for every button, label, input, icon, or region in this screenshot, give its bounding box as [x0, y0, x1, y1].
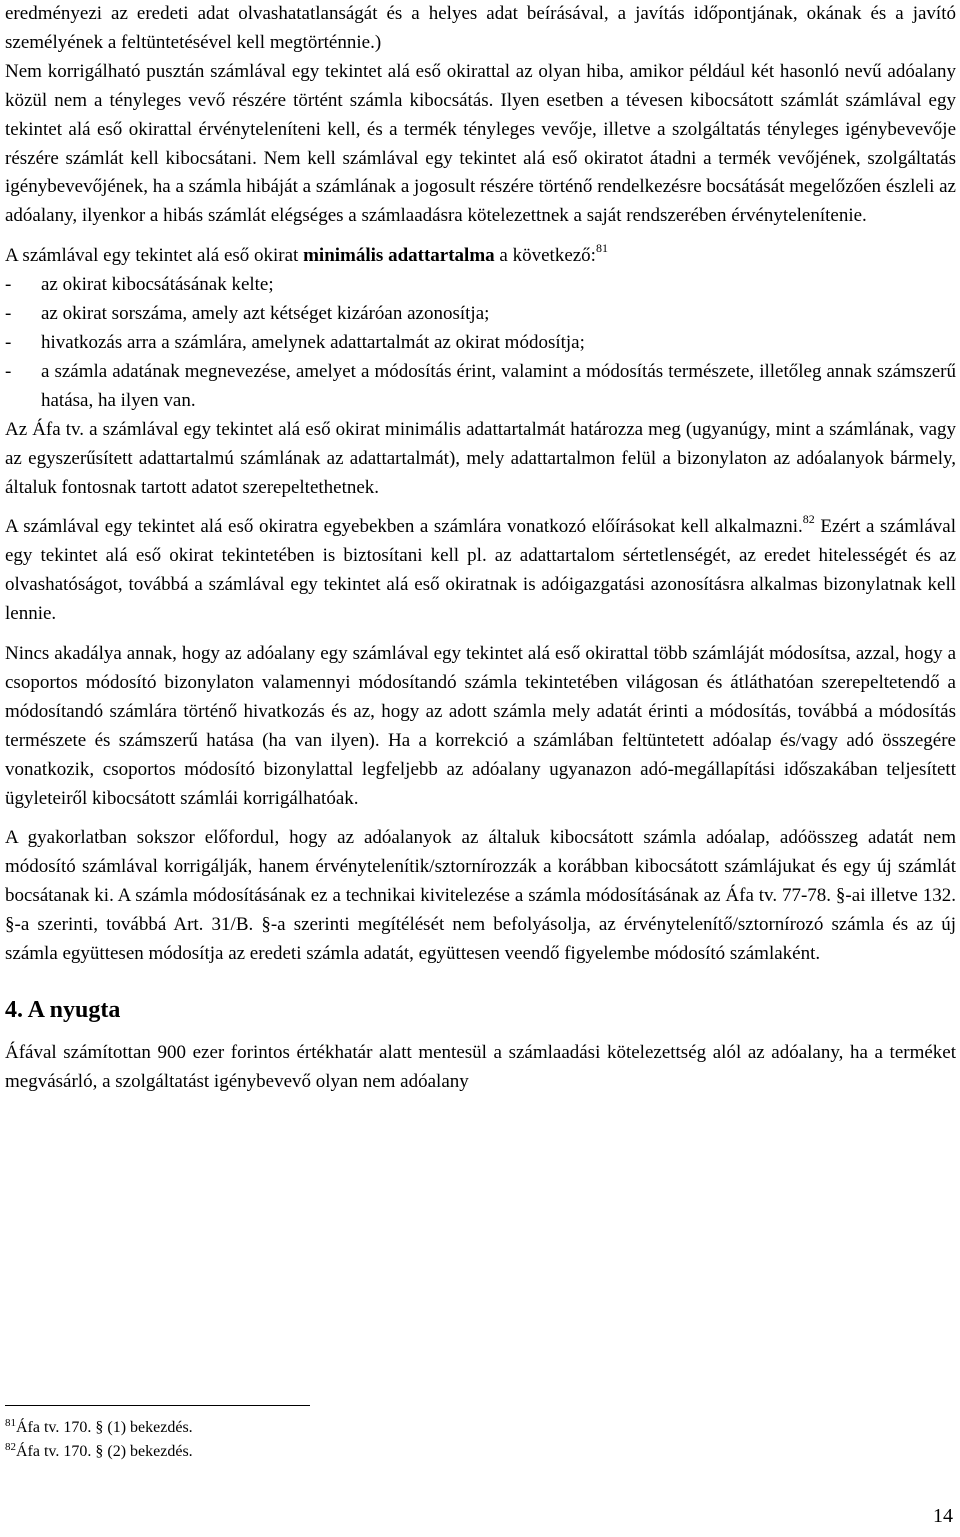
minimal-content-list — [5, 271, 956, 416]
list-item-text: az okirat sorszáma, amely azt kétséget kizáróan azonosítja; — [41, 303, 490, 325]
list-dash: - — [5, 360, 12, 382]
list-item-text: a számla adatának megnevezése, amelyet a módosítás érint, valamint a módosítás természete, illetőleg annak számszerű hatása, ha ilyen van. — [41, 360, 956, 411]
minimal-content-bold: minimális adattartalma — [303, 245, 495, 267]
footnote-81 — [5, 1416, 193, 1440]
footnotes — [5, 1416, 193, 1464]
list-item — [5, 300, 956, 329]
minimal-content-text-after: a következő: — [494, 245, 596, 267]
section-heading: 4. A nyugta — [5, 997, 121, 1023]
document-page — [5, 0, 956, 1527]
applicable-rules-text-before: A számlával egy tekintet alá eső okiratra egyebekben a számlára vonatkozó előírásokat kell alkalmazni. — [5, 516, 803, 538]
page-number: 14 — [933, 1505, 953, 1527]
list-dash: - — [5, 274, 12, 296]
paragraph-receipt: Áfával számítottan 900 ezer forintos értékhatár alatt mentesül a számlaadási kötelezettség alól az adóalany, ha a terméket megvásárló, a szolgáltatást igénybevevő olyan nem adóalany — [5, 1042, 956, 1092]
list-item-text: hivatkozás arra a számlára, amelynek adattartalmát az okirat módosítja; — [41, 331, 585, 353]
list-item — [5, 358, 956, 416]
applicable-rules-text-after: Ezért a számlával egy tekintet alá eső okirat tekintetében is biztosítani kell pl. az adattartalom sértetlenségét, az eredet hitelességét és az olvashatóságot, továbbá a számlával egy tekintet alá eső okiratnak is adóigazgatási azonosításra alkalmas bizonylatnak kell lennie. — [5, 516, 956, 625]
footnote-number: 81 — [5, 1417, 16, 1429]
minimal-content-text-before: A számlával egy tekintet alá eső okirat — [5, 245, 304, 267]
footnote-divider — [5, 1405, 310, 1406]
footnote-82 — [5, 1440, 193, 1464]
footnote-number: 82 — [5, 1441, 16, 1453]
list-item-text: az okirat kibocsátásának kelte; — [41, 274, 274, 296]
paragraph-practice: A gyakorlatban sokszor előfordul, hogy az adóalanyok az általuk kibocsátott számla adóalap, adóösszeg adatát nem módosító számlával korrigálják, hanem érvénytelenítik/sztornírozzák a korábban kibocsátott számlájukat és egy új számlát bocsátanak ki. A számla módosításának ez a technikai kivitelezése a számla módosításának az Áfa tv. 77-78. §-ai illetve 132. §-a szerinti, továbbá Art. 31/B. §-a szerinti megítélését nem befolyásolja, az érvénytelenítő/sztornírozó számla és az új számla együttesen módosítja az eredeti számla adatát, együttesen veendő figyelembe módosító számlaként. — [5, 827, 956, 965]
paragraph-uncorrectable-errors: Nem korrigálható pusztán számlával egy tekintet alá eső okirattal az olyan hiba, amikor például két hasonló nevű adóalany közül nem a tényleges vevő részére történt számla kibocsátás. Ilyen esetben a tévesen kibocsátott számlát számlával egy tekintet alá eső okirattal érvényteleníteni kell, és a termék tényleges vevője, illetve a szolgáltatás tényleges igénybevevője részére számlát kell kibocsátani. Nem kell számlával egy tekintet alá eső okiratot átadni a termék vevőjének, szolgáltatás igénybevevőjének, ha a számla hibáját a számlának a jogosult részére történő rendelkezésre bocsátását megelőzően észleli az adóalany, ilyenkor a hibás számlát elégséges a számlaadásra kötelezettnek a saját rendszerében érvénytelenítenie. — [5, 60, 956, 227]
footnote-ref-81[interactable]: 81 — [595, 241, 608, 256]
list-item — [5, 271, 956, 300]
footnote-text: Áfa tv. 170. § (2) bekezdés. — [16, 1443, 193, 1460]
paragraph-group-modification: Nincs akadálya annak, hogy az adóalany egy számlával egy tekintet alá eső okirattal több számláját módosítsa, azzal, hogy a csoportos módosító bizonylaton valamennyi módosítandó számla tekintetében világosan és átláthatóan szerepeltetendő a módosítandó számlára történő hivatkozás és az, hogy az adott számla mely adatát érinti a módosítás, továbbá a módosítás természete és számszerű hatása (ha van ilyen). Ha a korrekció a számlában feltüntetett adóalap és/vagy adó összegére vonatkozik, csoportos módosító bizonylattal legfeljebb az adóalany ugyanazon adó-megállapítási időszakában teljesített ügyleteiről kibocsátott számlái korrigálhatóak. — [5, 643, 956, 809]
list-dash: - — [5, 303, 12, 325]
footnote-text: Áfa tv. 170. § (1) bekezdés. — [16, 1419, 193, 1436]
list-dash: - — [5, 331, 12, 353]
paragraph-vat-act: Az Áfa tv. a számlával egy tekintet alá eső okirat minimális adattartalmát határozza meg (ugyanúgy, mint a számlának, vagy az egyszerűsített adattartalmú számlának az adattartalmát), mely adattartalmon felül a bizonylaton az adóalanyok bármely, általuk fontosnak tartott adatot szerepeltethetnek. — [5, 418, 956, 498]
footnote-ref-82[interactable]: 82 — [802, 512, 815, 527]
paragraph-minimal-content — [5, 242, 956, 271]
paragraph-applicable-rules — [5, 513, 956, 629]
list-item — [5, 329, 956, 358]
paragraph-continuation: eredményezi az eredeti adat olvashatatlanságát és a helyes adat beírásával, a javítás időpontjának, okának és a javító személyének a feltüntetésével kell megtörténnie.) — [5, 3, 956, 53]
